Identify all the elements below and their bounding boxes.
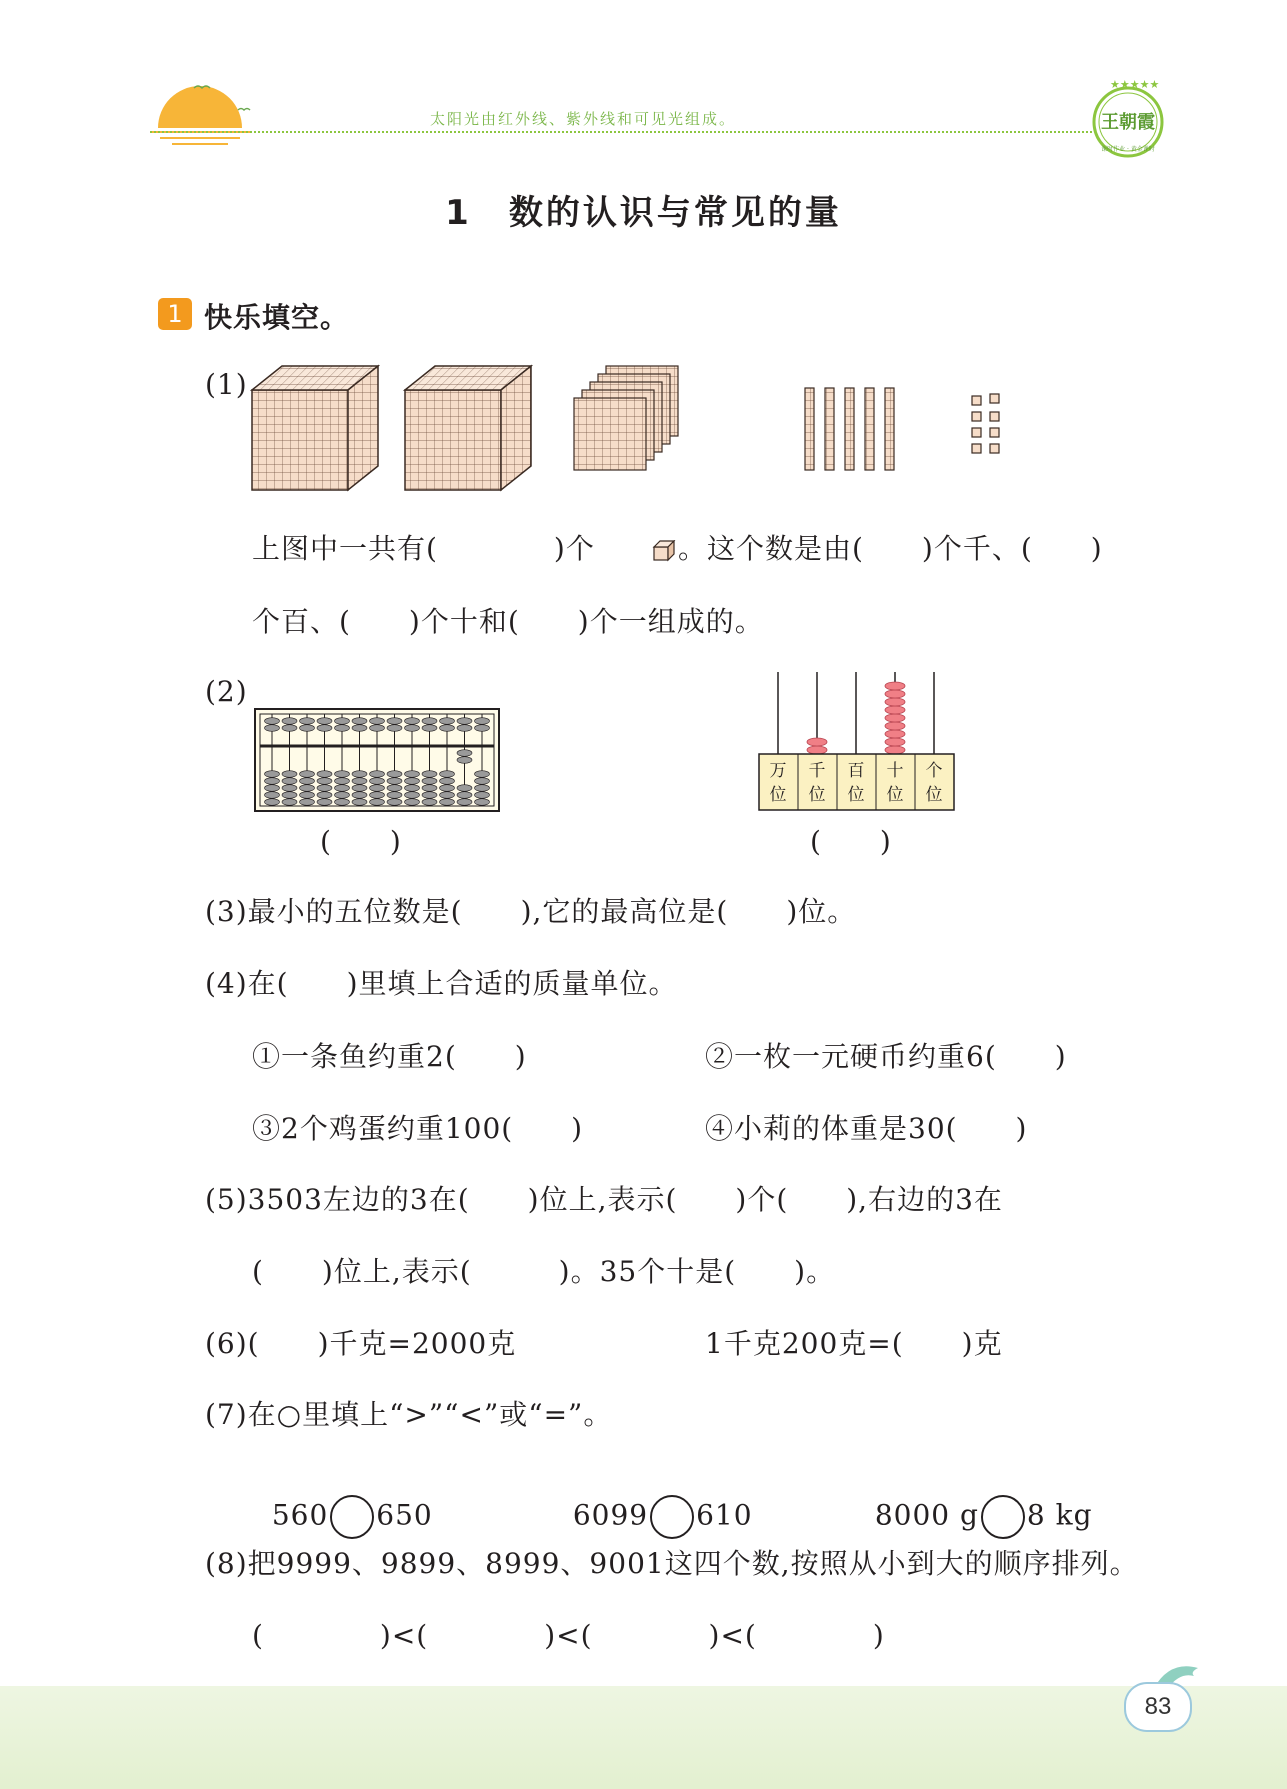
abacus-bead (457, 750, 472, 757)
abacus-bead (352, 778, 367, 785)
abacus-bead (457, 785, 472, 792)
abacus-bead (335, 771, 350, 778)
unit-cube-icon (652, 540, 676, 562)
q6-item-b: 1千克200克=( )克 (705, 1327, 1003, 1360)
q7-compare-2 (553, 1462, 753, 1539)
abacus-bead (457, 799, 472, 806)
abacus-bead (370, 778, 385, 785)
abacus-bead (282, 799, 297, 806)
q5-line2: ( )位上,表示( )。35个十是( )。 (252, 1255, 836, 1288)
place-label-bai-1: 百 (847, 761, 865, 781)
brand-name: 王朝霞 (1101, 112, 1155, 133)
abacus-bead (282, 725, 297, 732)
abacus-bead (317, 792, 332, 799)
brand-sub: 课时作业 · 黄金课时 (1101, 146, 1155, 153)
q3-text: (3)最小的五位数是( ),它的最高位是( )位。 (205, 895, 857, 928)
ten-rods (805, 388, 894, 470)
abacus-bead (475, 792, 490, 799)
place-label-wan-1: 万 (769, 761, 787, 781)
abacus-bead (387, 778, 402, 785)
abacus-bead (282, 778, 297, 785)
abacus-bead (300, 718, 315, 725)
abacus-bead (475, 785, 490, 792)
q4-intro: (4)在( )里填上合适的质量单位。 (205, 967, 678, 1000)
q7-right-1: 650 (376, 1498, 433, 1532)
abacus-bead (265, 792, 280, 799)
abacus-bead (387, 799, 402, 806)
abacus-bead (457, 718, 472, 725)
abacus-bead (387, 792, 402, 799)
header-tip: 太阳光由红外线、紫外线和可见光组成。 (430, 110, 737, 128)
abacus-bead (387, 725, 402, 732)
abacus-bead (317, 785, 332, 792)
svg-text:★★★★★: ★★★★★ (1110, 78, 1160, 91)
abacus-bead (422, 771, 437, 778)
abacus-bead (387, 785, 402, 792)
q4-item-d: ④小莉的体重是30( ) (705, 1112, 1028, 1145)
abacus-bead (317, 799, 332, 806)
abacus-bead (300, 778, 315, 785)
suanpan-abacus (254, 708, 500, 812)
q7-intro: (7)在○里填上“>”“<”或“=”。 (205, 1398, 613, 1431)
abacus-bead (300, 785, 315, 792)
place-label-bai-2: 位 (847, 785, 865, 805)
place-label-wan-2: 位 (769, 785, 787, 805)
place-label-ge-1: 个 (925, 761, 943, 781)
abacus-bead (265, 799, 280, 806)
abacus-bead (422, 778, 437, 785)
abacus-bead (300, 799, 315, 806)
q1-blocks-figure (250, 360, 1020, 500)
q1-line2: 个百、( )个十和( )个一组成的。 (252, 605, 764, 638)
q1-line1a: 上图中一共有( )个 (252, 532, 595, 565)
place-label-qian-2: 位 (808, 785, 826, 805)
q4-item-b: ②一枚一元硬币约重6( ) (705, 1040, 1067, 1073)
abacus-bead (300, 771, 315, 778)
abacus-bead (457, 792, 472, 799)
page-number: 83 (1124, 1682, 1192, 1732)
place-label-shi-2: 位 (886, 785, 904, 805)
q7-right-2: 610 (696, 1498, 753, 1532)
abacus-bead (317, 725, 332, 732)
abacus-bead (370, 771, 385, 778)
abacus-bead (282, 718, 297, 725)
tens-beads (885, 682, 905, 754)
q1-line1b: 。这个数是由( )个千、( ) (678, 532, 1103, 565)
place-label-qian-1: 千 (808, 761, 826, 781)
abacus-bead (335, 718, 350, 725)
thousand-cube-2 (405, 366, 531, 490)
footer-band (0, 1686, 1287, 1789)
abacus-bead (405, 778, 420, 785)
abacus-bead (457, 757, 472, 764)
abacus-bead (265, 778, 280, 785)
header-divider (150, 131, 1092, 133)
abacus-bead (352, 785, 367, 792)
abacus-bead (475, 778, 490, 785)
abacus-bead (352, 725, 367, 732)
abacus-bead (335, 799, 350, 806)
q7-right-3: 8 kg (1026, 1498, 1093, 1532)
abacus-bead (475, 799, 490, 806)
q6-item-a: (6)( )千克=2000克 (205, 1327, 517, 1360)
abacus-bead (422, 792, 437, 799)
q2-blank-right[interactable]: ( ) (810, 825, 892, 858)
q7-left-3: 8000 g (874, 1498, 979, 1532)
abacus-bead (387, 718, 402, 725)
compare-circle-3[interactable] (981, 1495, 1025, 1539)
abacus-bead (440, 771, 455, 778)
brand-badge (1088, 78, 1168, 162)
q5-line1: (5)3503左边的3在( )位上,表示( )个( ),右边的3在 (205, 1183, 1003, 1216)
abacus-bead (440, 785, 455, 792)
abacus-bead (317, 718, 332, 725)
abacus-bead (405, 792, 420, 799)
unit-cubes (972, 394, 999, 453)
place-value-abacus (758, 672, 958, 812)
q8-intro: (8)把9999、9899、8999、9001这四个数,按照从小到大的顺序排列。 (205, 1547, 1139, 1580)
q1-number: (1) (205, 368, 248, 401)
abacus-bead (370, 725, 385, 732)
abacus-bead (282, 792, 297, 799)
abacus-bead (352, 792, 367, 799)
abacus-bead (405, 725, 420, 732)
place-label-ge-2: 位 (925, 785, 943, 805)
place-label-shi-1: 十 (886, 761, 904, 781)
thousands-beads (807, 738, 827, 754)
abacus-bead (440, 799, 455, 806)
abacus-bead (265, 718, 280, 725)
abacus-bead (405, 718, 420, 725)
abacus-bead (422, 785, 437, 792)
abacus-bead (457, 725, 472, 732)
abacus-bead (440, 792, 455, 799)
abacus-bead (405, 785, 420, 792)
abacus-bead (422, 799, 437, 806)
abacus-bead (387, 771, 402, 778)
abacus-bead (300, 792, 315, 799)
q7-compare-1 (252, 1462, 433, 1539)
abacus-bead (335, 785, 350, 792)
section-title: 快乐填空。 (204, 301, 350, 334)
page-title: 1 数的认识与常见的量 (445, 193, 842, 233)
abacus-bead (440, 718, 455, 725)
compare-circle-2[interactable] (650, 1495, 694, 1539)
section-number: 1 (158, 298, 192, 330)
abacus-bead (370, 792, 385, 799)
abacus-bead (300, 725, 315, 732)
abacus-bead (440, 725, 455, 732)
abacus-bead (317, 778, 332, 785)
q7-left-1: 560 (271, 1498, 329, 1532)
q7-compare-3 (855, 1462, 1093, 1539)
q2-blank-left[interactable]: ( ) (320, 825, 402, 858)
abacus-bead (405, 771, 420, 778)
q2-number: (2) (205, 675, 248, 708)
abacus-bead (422, 725, 437, 732)
abacus-bead (475, 725, 490, 732)
hundred-flats (574, 366, 678, 470)
compare-circle-1[interactable] (330, 1495, 374, 1539)
abacus-bead (352, 718, 367, 725)
abacus-bead (335, 778, 350, 785)
q8-answer-line[interactable]: ( )<( )<( )<( ) (252, 1619, 885, 1652)
abacus-bead (440, 778, 455, 785)
abacus-bead (370, 718, 385, 725)
abacus-bead (352, 771, 367, 778)
abacus-bead (422, 718, 437, 725)
abacus-bead (282, 785, 297, 792)
abacus-bead (265, 771, 280, 778)
q4-item-c: ③2个鸡蛋约重100( ) (252, 1112, 584, 1145)
q7-left-2: 6099 (572, 1498, 649, 1532)
abacus-bead (352, 799, 367, 806)
abacus-bead (370, 785, 385, 792)
abacus-bead (265, 785, 280, 792)
abacus-bead (317, 771, 332, 778)
thousand-cube-1 (252, 366, 378, 490)
abacus-bead (405, 799, 420, 806)
abacus-bead (475, 771, 490, 778)
q4-item-a: ①一条鱼约重2( ) (252, 1040, 527, 1073)
abacus-bead (335, 792, 350, 799)
abacus-bead (265, 725, 280, 732)
abacus-bead (282, 771, 297, 778)
abacus-bead (335, 725, 350, 732)
sun-logo (150, 80, 260, 152)
abacus-bead (370, 799, 385, 806)
abacus-bead (475, 718, 490, 725)
